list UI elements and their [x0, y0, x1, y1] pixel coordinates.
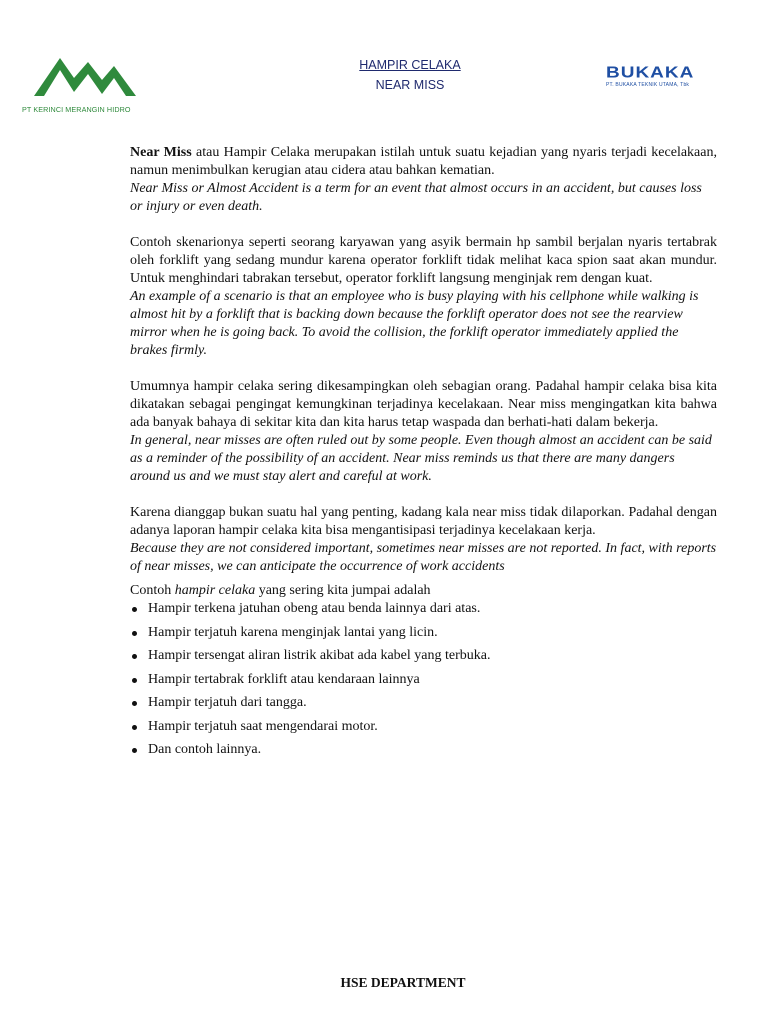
examples-list: [130, 600, 717, 759]
term-near-miss: Near Miss: [130, 145, 192, 160]
bukaka-logo: [606, 66, 736, 88]
reporting-paragraph-id: Karena dianggap bukan suatu hal yang penting, kadang kala near miss tidak dilaporkan. Padahal dengan adanya laporan hampir celaka kita bisa mengantisipasi terjadinya kecelakaan kerja.: [130, 505, 717, 538]
title-indonesian: HAMPIR CELAKA: [359, 58, 461, 72]
document-body: [130, 144, 717, 765]
document-title: [300, 55, 520, 95]
examples-intro-emphasis: hampir celaka: [174, 583, 256, 598]
intro-paragraph-en: Near Miss or Almost Accident is a term for an event that almost occurs in an accident, but causes loss or injury or even death.: [130, 181, 702, 214]
scenario-paragraph-id: Contoh skenarionya seperti seorang karyawan yang asyik bermain hp sambil berjalan nyaris tertabrak oleh forklift yang sedang mundur karena operator forklift tidak melihat kaca spion saat akan mundur. Untuk menghindari tabrakan tersebut, operator forklift langsung menginjak rem dengan kuat.: [130, 235, 717, 286]
company-logo: [22, 50, 142, 114]
list-item: Hampir tersengat aliran listrik akibat ada kabel yang terbuka.: [130, 647, 717, 665]
list-item: Hampir terjatuh karena menginjak lantai yang licin.: [130, 624, 717, 642]
bukaka-brand: BUKAKA: [606, 64, 695, 82]
examples-intro: Contoh hampir celaka yang sering kita jumpai adalah: [130, 583, 431, 598]
list-item: Hampir terjatuh dari tangga.: [130, 694, 717, 712]
list-item: Hampir tertabrak forklift atau kendaraan lainnya: [130, 671, 717, 689]
general-paragraph-en: In general, near misses are often ruled out by some people. Even though almost an accident can be said as a reminder of the possibility of an accident. Near miss reminds us that there are many dangers around us and we must stay alert and careful at work.: [130, 433, 712, 484]
footer-department: HSE DEPARTMENT: [340, 975, 466, 990]
intro-paragraph-id: [130, 144, 717, 180]
list-item: Hampir terjatuh saat mengendarai motor.: [130, 718, 717, 736]
reporting-paragraph-en: Because they are not considered important, sometimes near misses are not reported. In fact, with reports of near misses, we can anticipate the occurrence of work accidents: [130, 541, 717, 574]
scenario-paragraph-en: An example of a scenario is that an employee who is busy playing with his cellphone while walking is almost hit by a forklift that is backing down because the forklift operator does not see the rearview mirror when he is going back. To avoid the collision, the forklift operator immediately applied the brakes firmly.: [130, 289, 699, 358]
title-english: NEAR MISS: [375, 78, 445, 92]
company-logo-caption: PT KERINCI MERANGIN HIDRO: [22, 105, 131, 114]
list-item: Dan contoh lainnya.: [130, 741, 717, 759]
bukaka-subtitle: PT. BUKAKA TEKNIK UTAMA, Tbk: [606, 82, 690, 88]
intro-text-id: atau Hampir Celaka merupakan istilah untuk suatu kejadian yang nyaris terjadi kecelakaan, namun menimbulkan kerugian atau cidera atau bahkan kematian.: [130, 145, 717, 178]
list-item: Hampir terkena jatuhan obeng atau benda lainnya dari atas.: [130, 600, 717, 618]
mountain-logo-icon: [30, 50, 140, 102]
general-paragraph-id: Umumnya hampir celaka sering dikesampingkan oleh sebagian orang. Padahal hampir celaka bisa kita dikatakan sebagai pengingat kemungkinan terjadinya kecelakaan. Near miss mengingatkan kita bahwa ada banyak bahaya di sekitar kita dan kita harus tetap waspada dan berhati-hati dalam bekerja.: [130, 379, 717, 430]
